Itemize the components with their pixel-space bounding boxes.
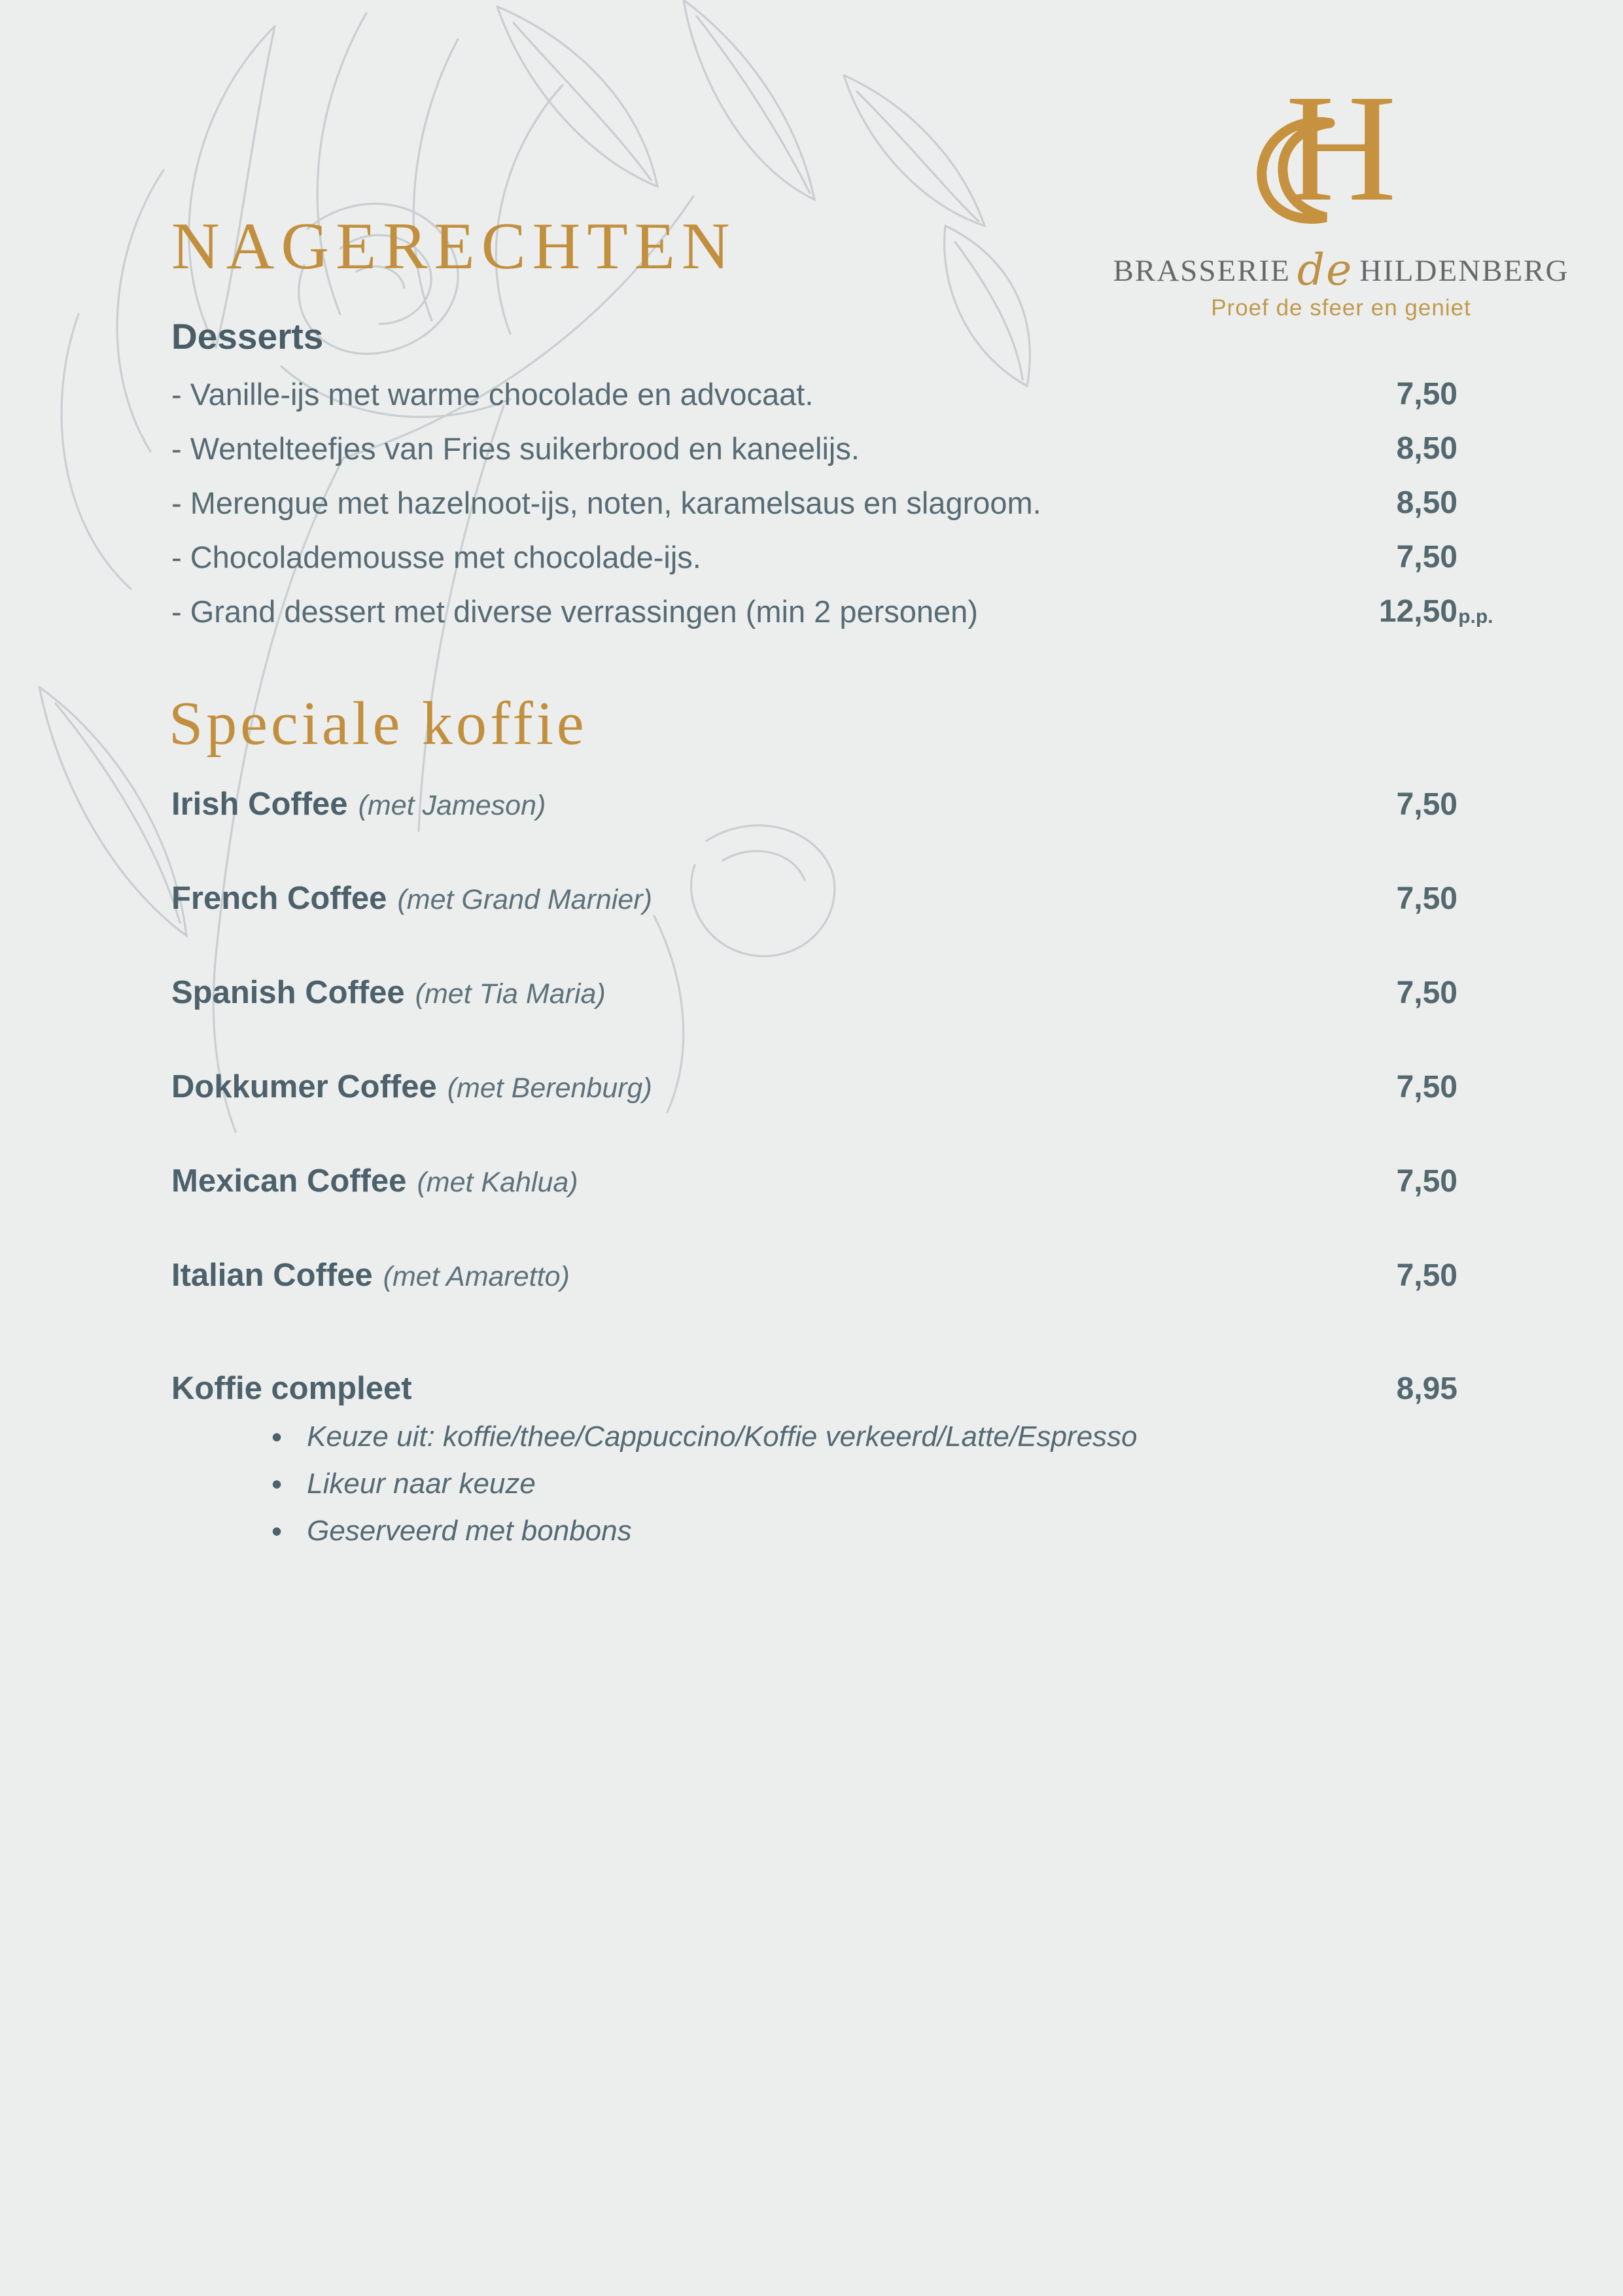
- koffie-compleet-bullets: [271, 1413, 1384, 1555]
- coffee-note: (met Jameson): [358, 790, 546, 821]
- dessert-row: [171, 367, 1457, 421]
- coffee-price: 7,50: [1396, 786, 1457, 822]
- bullet-item: • Keuze uit: koffie/thee/Cappuccino/Koffie verkeerd/Latte/Espresso: [271, 1413, 1384, 1460]
- koffie-compleet-price: 8,95: [1396, 1371, 1457, 1406]
- dessert-price: 7,50: [1396, 377, 1457, 412]
- brand-name-pre: BRASSERIE: [1113, 254, 1291, 288]
- brand-tagline: Proef de sfeer en geniet: [1211, 295, 1471, 321]
- coffee-note: (met Tia Maria): [415, 978, 606, 1010]
- dessert-row: [171, 584, 1493, 639]
- coffee-name: Dokkumer Coffee: [171, 1069, 437, 1104]
- coffee-row: [171, 945, 1457, 1040]
- coffee-label: [171, 880, 652, 917]
- dessert-row: [171, 421, 1457, 476]
- dessert-name: - Grand dessert met diverse verrassingen (min 2 personen): [171, 594, 978, 629]
- monogram-letter-h: H: [1285, 65, 1397, 229]
- coffee-price: 7,50: [1396, 1069, 1457, 1104]
- coffee-row: [171, 851, 1457, 945]
- dessert-name: - Merengue met hazelnoot-ijs, noten, karamelsaus en slagroom.: [171, 486, 1041, 520]
- brand-logo: [1112, 65, 1570, 321]
- dessert-price: 8,50: [1396, 431, 1457, 466]
- coffee-price: 7,50: [1396, 1163, 1457, 1199]
- coffee-label: [171, 974, 606, 1011]
- coffee-name: Mexican Coffee: [171, 1163, 407, 1199]
- coffee-row: [171, 1228, 1457, 1322]
- coffee-price: 7,50: [1396, 881, 1457, 916]
- brand-name: [1112, 241, 1570, 295]
- section-title-speciale-koffie: Speciale koffie: [169, 690, 587, 758]
- dessert-price-value: 12,50: [1378, 594, 1457, 629]
- coffee-label: [171, 1069, 652, 1105]
- desserts-subtitle: Desserts: [171, 316, 324, 357]
- coffee-label: [171, 1163, 578, 1199]
- coffee-list: [171, 757, 1457, 1322]
- coffee-name: Irish Coffee: [171, 786, 348, 822]
- coffee-name: French Coffee: [171, 881, 387, 916]
- dessert-price: 7,50: [1396, 540, 1457, 574]
- dessert-price: 8,50: [1396, 486, 1457, 520]
- dessert-name: - Wentelteefjes van Fries suikerbrood en kaneelijs.: [171, 431, 860, 466]
- dessert-price: [1378, 593, 1493, 629]
- koffie-compleet-name: Koffie compleet: [171, 1371, 412, 1406]
- coffee-note: (met Berenburg): [447, 1072, 652, 1104]
- coffee-note: (met Amaretto): [383, 1261, 570, 1292]
- coffee-note: (met Grand Marnier): [397, 884, 652, 915]
- coffee-row: [171, 1134, 1457, 1228]
- brand-name-post: HILDENBERG: [1359, 254, 1569, 288]
- section-title-nagerechten: NAGERECHTEN: [171, 209, 737, 283]
- coffee-price: 7,50: [1396, 1258, 1457, 1293]
- desserts-list: [171, 367, 1493, 639]
- coffee-name: Spanish Coffee: [171, 975, 405, 1010]
- dessert-row: [171, 476, 1457, 530]
- coffee-row: [171, 1040, 1457, 1134]
- coffee-row: [171, 757, 1457, 851]
- coffee-label: [171, 786, 546, 822]
- dessert-name: - Chocolademousse met chocolade-ijs.: [171, 540, 701, 574]
- brand-monogram-icon: [1233, 65, 1449, 229]
- coffee-label: [171, 1257, 570, 1294]
- bullet-item: • Geserveerd met bonbons: [271, 1508, 1384, 1555]
- koffie-compleet: [171, 1369, 1457, 1408]
- dessert-price-suffix: p.p.: [1458, 606, 1493, 627]
- coffee-note: (met Kahlua): [417, 1167, 578, 1198]
- koffie-compleet-row: [171, 1369, 1457, 1408]
- bullet-item: • Likeur naar keuze: [271, 1460, 1384, 1508]
- dessert-row: [171, 530, 1457, 584]
- coffee-name: Italian Coffee: [171, 1258, 373, 1293]
- coffee-price: 7,50: [1396, 975, 1457, 1010]
- dessert-name: - Vanille-ijs met warme chocolade en advocaat.: [171, 377, 814, 412]
- brand-name-de: de: [1297, 245, 1353, 295]
